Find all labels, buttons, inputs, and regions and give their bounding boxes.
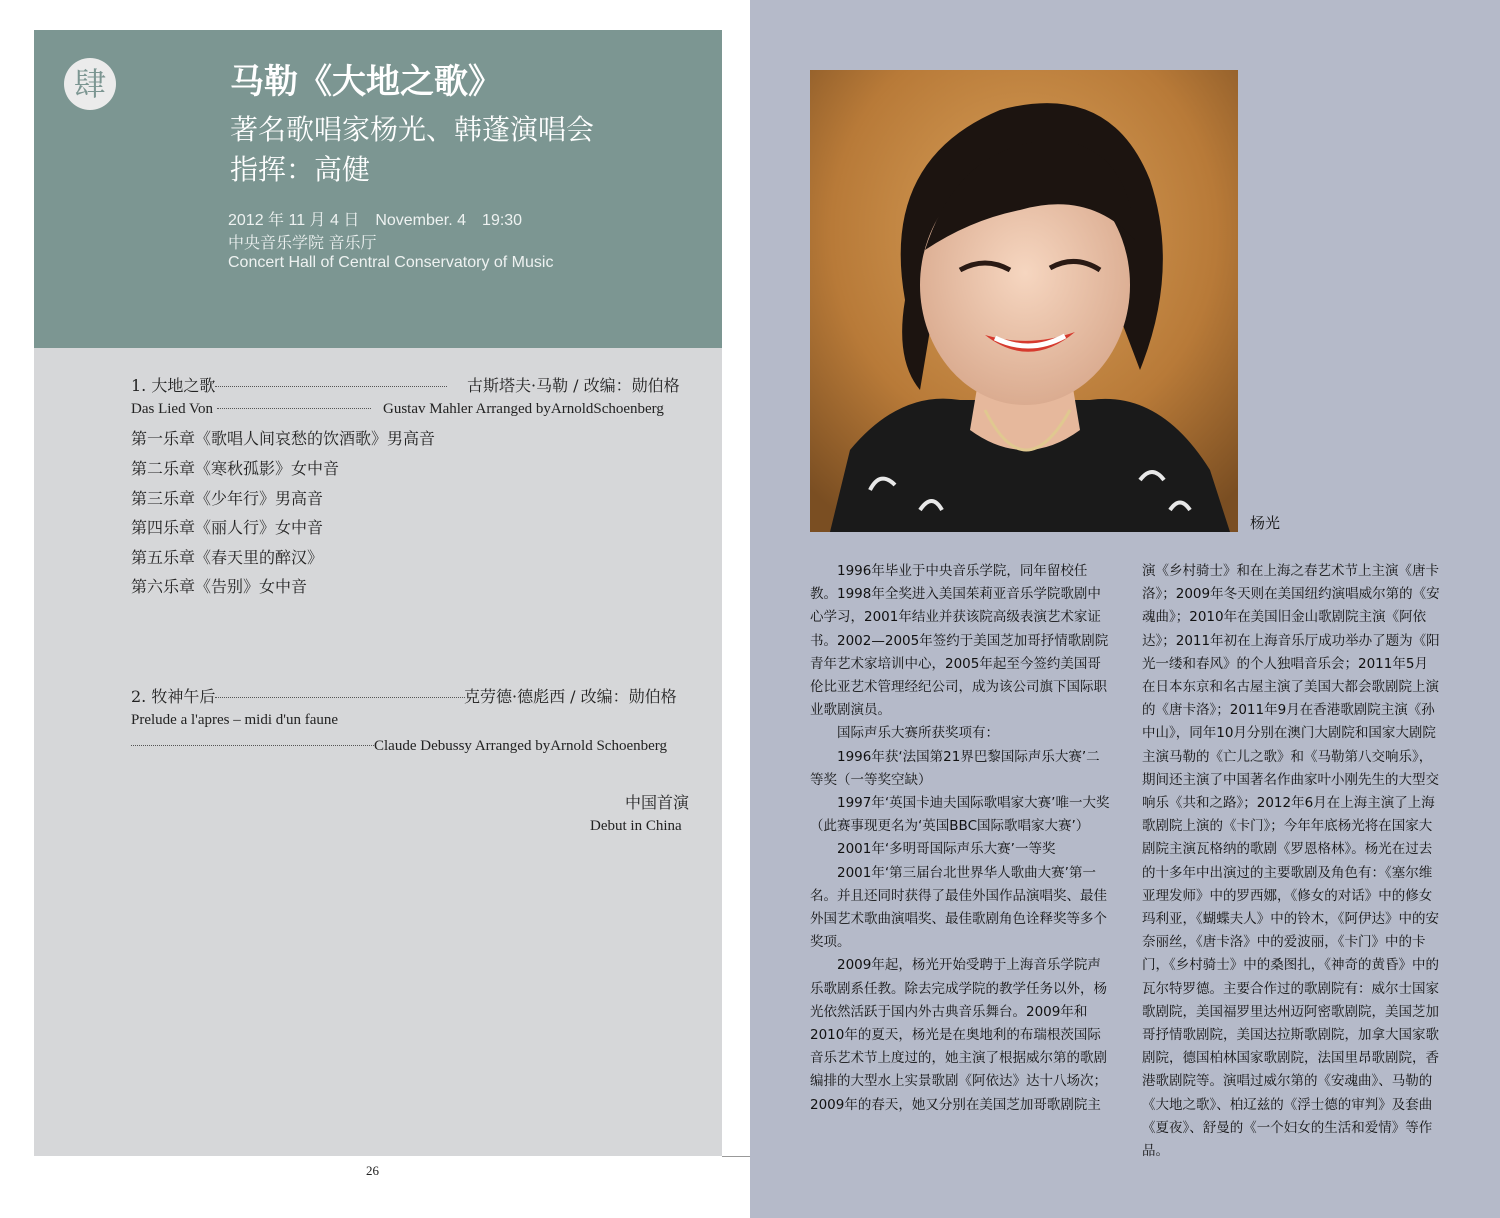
date-time-line: 2012 年 11 月 4 日 November. 4 19:30 — [228, 212, 523, 229]
portrait-photo — [810, 70, 1238, 532]
piece1-composer-en: Gustav Mahler Arranged byArnoldSchoenberg — [383, 401, 664, 417]
piece2-composer: 克劳德·德彪西 / 改编：勋伯格 — [464, 687, 677, 706]
photo-caption: 杨光 — [1250, 514, 1281, 532]
concert-subtitle: 著名歌唱家杨光、韩蓬演唱会 — [230, 113, 595, 146]
biography-column-right: 演《乡村骑士》和在上海之春艺术节上主演《唐卡洛》；2009年冬天则在美国纽约演唱威尔第的《安魂曲》；2010年在美国旧金山歌剧院主演《阿依达》；2011年初在上海音乐厅成功举办了题为《阳光一缕和春风》的个人独唱音乐会；2011年5月在日本东京和名古屋主演了美国大都会歌剧院上演的《唐卡洛》；2011年9月在香港歌剧院主演《孙中山》，同年10月分别在澳门大剧院和国家大剧院主演马勒的《亡儿之歌》和《马勒第八交响乐》，期间还主演了中国著名作曲家叶小刚先生的大型交响乐《共和之路》；2012年6月在上海主演了上海歌剧院上演的《卡门》；今年年底杨光将在国家大剧院主演瓦格纳的歌剧《罗恩格林》。杨光在过去的十多年中出演过的主要歌剧及角色有：《塞尔维亚理发师》中的罗西娜，《修女的对话》中的修女玛利亚，《蝴蝶夫人》中的铃木，《阿伊达》中的安奈丽丝，《唐卡洛》中的爱波丽，《卡门》中的卡门，《乡村骑士》中的桑图扎，《神奇的黄昏》中的瓦尔特罗德。主要合作过的歌剧院有：威尔士国家歌剧院，美国福罗里达州迈阿密歌剧院，美国芝加哥抒情歌剧院，美国达拉斯歌剧院，加拿大国家歌剧院，德国柏林国家歌剧院，法国里昂歌剧院，香港歌剧院等。演唱过威尔第的《安魂曲》、马勒的《大地之歌》、柏辽兹的《浮士德的审判》及套曲《夏夜》、舒曼的《一个妇女的生活和爱情》等作品。 — [1142, 563, 1440, 1160]
leader-dots — [217, 408, 371, 409]
movement-2: 第二乐章《寒秋孤影》女中音 — [131, 459, 340, 478]
biography-column-left: 1996年毕业于中央音乐学院，同年留校任教。1998年全奖进入美国茱莉亚音乐学院歌剧中心学习，2001年结业并获该院高级表演艺术家证书。2002—2005年签约于美国芝加哥抒情歌剧院青年艺术家培训中心，2005年起至今签约美国哥伦比亚艺术管理经纪公司，成为该公司旗下国际职业歌剧演员。 国际声乐大赛所获奖项有： 1996年获‘法国第21界巴黎国际声乐大赛’二等奖（一等奖空缺） 1997年‘英国卡迪夫国际歌唱家大赛’唯一大奖（此赛事现更名为‘英国BBC国际歌唱家大赛’） 2001年‘多明哥国际声乐大赛’一等奖 2001年‘第三届台北世界华人歌曲大赛’第一名。并且还同时获得了最佳外国作品演唱奖、最佳外国艺术歌曲演唱奖、最佳歌剧角色诠释奖等多个奖项。 2009年起，杨光开始受聘于上海音乐学院声乐歌剧系任教。除去完成学院的教学任务以外，杨光依然活跃于国内外古典音乐舞台。2009年和2010年的夏天，杨光是在奥地利的布瑞根茨国际音乐艺术节上度过的，她主演了根据威尔第的歌剧编排的大型水上实景歌剧《阿依达》达十八场次；2009年的春天，她又分别在美国芝加哥歌剧院主 — [810, 563, 1110, 1113]
movement-3: 第三乐章《少年行》男高音 — [131, 489, 324, 508]
premiere-cn: 中国首演 — [625, 793, 690, 812]
leader-dots — [131, 745, 374, 746]
program-listing — [34, 348, 722, 1156]
biography-page — [750, 0, 1500, 1218]
movement-5: 第五乐章《春天里的醉汉》 — [131, 548, 324, 567]
piece2-title: 2. 牧神午后 — [131, 684, 465, 707]
movement-4: 第四乐章《丽人行》女中音 — [131, 518, 324, 537]
leader-dots — [215, 386, 447, 387]
conductor-line: 指挥：高健 — [230, 153, 371, 186]
concert-title: 马勒《大地之歌》 — [230, 62, 502, 102]
piece1-title: 1. 大地之歌 — [131, 373, 447, 396]
page-number: 26 — [366, 1163, 379, 1178]
page-edge-rule — [722, 1156, 750, 1157]
movement-6: 第六乐章《告别》女中音 — [131, 577, 308, 596]
piece2-title-en: Prelude a l'apres – midi d'un faune — [131, 712, 339, 728]
piece2-composer-en: Claude Debussy Arranged byArnold Schoenberg — [131, 738, 667, 755]
concert-header — [34, 30, 722, 348]
premiere-en: Debut in China — [590, 818, 682, 834]
piece1-composer: 古斯塔夫·马勒 / 改编：勋伯格 — [467, 376, 680, 395]
leader-dots — [215, 697, 465, 698]
piece1-title-en: Das Lied Von — [131, 401, 371, 418]
movement-1: 第一乐章《歌唱人间哀愁的饮酒歌》男高音 — [131, 429, 436, 448]
section-number-badge: 肆 — [64, 58, 116, 110]
venue-chinese: 中央音乐学院 音乐厅 — [228, 235, 377, 252]
venue-english: Concert Hall of Central Conservatory of Music — [228, 254, 554, 271]
